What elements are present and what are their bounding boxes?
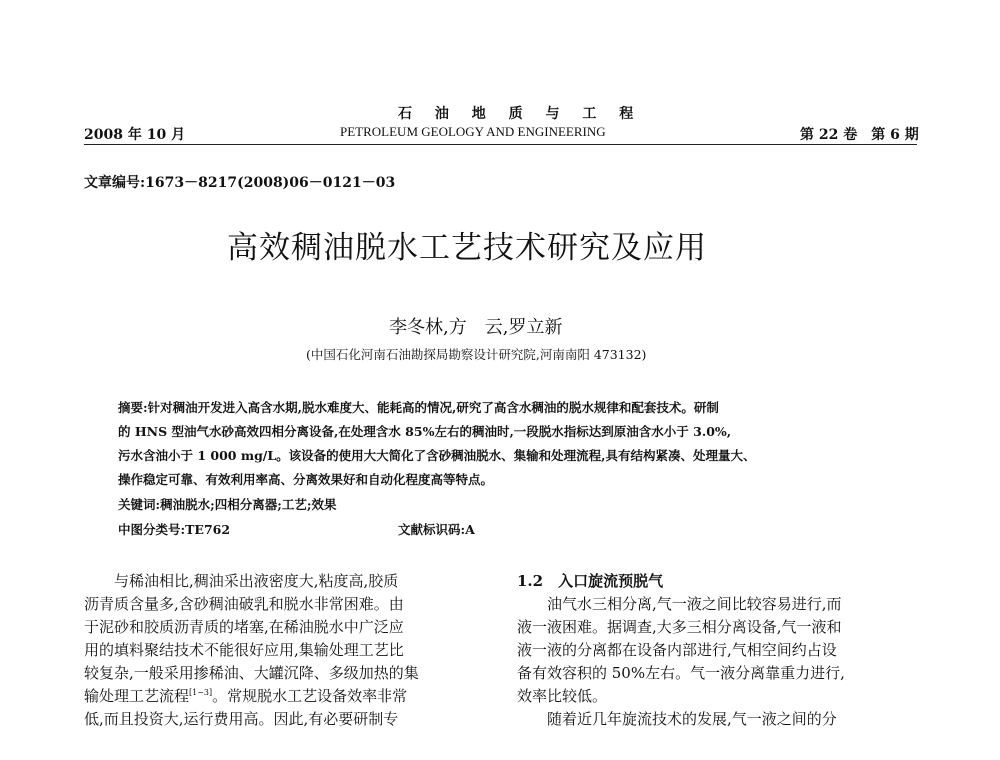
body-line: 用的填料聚结技术不能很好应用,集输处理工艺比 (84, 641, 404, 659)
body-line: 随着近几年旋流技术的发展,气一液之间的分 (517, 710, 837, 728)
paper-title: 高效稠油脱水工艺技术研究及应用 (227, 230, 707, 266)
body-line: 油气水三相分离,气一液之间比较容易进行,而 (517, 595, 842, 613)
body-line: 与稀油相比,稠油采出液密度大,粘度高,胶质 (84, 572, 399, 590)
keywords: 关键词:稠油脱水;四相分离器;工艺;效果 (118, 497, 337, 512)
author-affiliation: (中国石化河南石油勘探局勘察设计研究院,河南南阳 473132) (306, 347, 647, 362)
body-line: 效率比较低。 (517, 687, 608, 705)
body-line: 备有效容积的 50%左右。气一液分离靠重力进行, (517, 664, 845, 682)
body-line: 液一液的分离都在设备内部进行,气相空间约占设 (517, 641, 837, 659)
body-line-with-citation (84, 685, 407, 706)
body-text: 。常规脱水工艺设备效率非常 (212, 687, 408, 705)
body-text: 输处理工艺流程 (84, 687, 190, 705)
abstract-line: 污水含油小于 1 000 mg/L。该设备的使用大大简化了含砂稠油脱水、集输和处理流程,具有结构紧凑、处理量大、 (118, 448, 756, 463)
body-line: 沥青质含量多,含砂稠油破乳和脱水非常困难。由 (84, 595, 404, 613)
body-line: 低,而且投资大,运行费用高。因此,有必要研制专 (84, 710, 399, 728)
abstract-line: 操作稳定可靠、有效利用率高、分离效果好和自动化程度高等特点。 (118, 472, 494, 487)
body-line: 液一液困难。据调查,大多三相分离设备,气一液和 (517, 618, 842, 636)
classification-number: 中图分类号:TE762 (118, 522, 231, 537)
publication-date: 2008 年 10 月 (84, 127, 186, 143)
author-list: 李冬林,方 云,罗立新 (389, 317, 563, 338)
abstract-line: 摘要:针对稠油开发进入高含水期,脱水难度大、能耗高的情况,研究了高含水稠油的脱水规律和配套技术。研制 (118, 400, 719, 415)
section-heading: 1.2 入口旋流预脱气 (517, 572, 664, 590)
journal-title-chinese: 石 油 地 质 与 工 程 (398, 106, 643, 122)
body-line: 较复杂,一般采用掺稀油、大罐沉降、多级加热的集 (84, 664, 419, 682)
citation-reference: [1~3] (189, 688, 213, 697)
body-line: 于泥砂和胶质沥青质的堵塞,在稀油脱水中广泛应 (84, 618, 404, 636)
header-divider (84, 144, 917, 145)
journal-title-english: PETROLEUM GEOLOGY AND ENGINEERING (340, 124, 606, 139)
volume-issue: 第 22 卷 第 6 期 (800, 127, 919, 143)
abstract-line: 的 HNS 型油气水砂高效四相分离设备,在处理含水 85%左右的稠油时,一段脱水指标达到原油含水小于 3.0%, (118, 424, 732, 439)
document-code: 文献标识码:A (398, 522, 475, 537)
article-number: 文章编号:1673－8217(2008)06－0121－03 (84, 175, 396, 191)
